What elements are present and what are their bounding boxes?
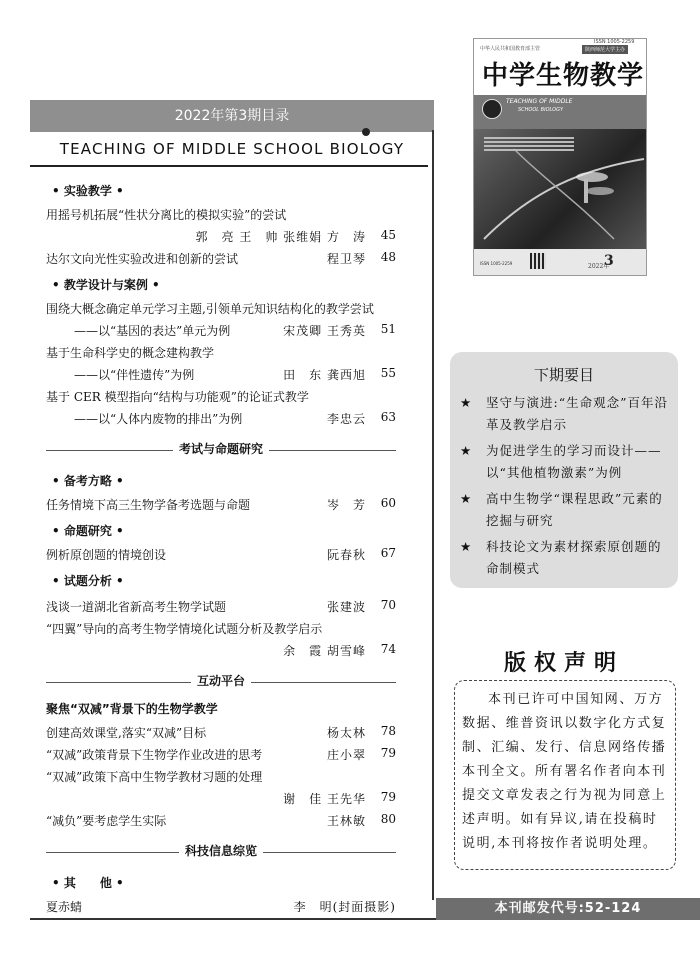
bottom-rule [30, 918, 436, 920]
entry-authors: 谢 佳 王先华 [283, 792, 366, 806]
toc-entry[interactable] [46, 322, 396, 340]
entry-page: 79 [380, 790, 396, 804]
entry-title: 夏赤蜻 [46, 900, 83, 914]
next-issue-text: 坚守与演进:“生命观念”百年沿革及教学启示 [486, 395, 668, 432]
qr-code-icon [530, 253, 546, 269]
toc-entry[interactable] [46, 388, 396, 406]
entry-authors: 宋茂卿 王秀英 [283, 324, 366, 338]
entry-title: “双减”政策背景下生物学作业改进的思考 [46, 748, 263, 762]
entry-page: 74 [380, 642, 396, 656]
title-dot [362, 128, 370, 136]
toc-entry[interactable] [46, 746, 396, 764]
toc-entry[interactable] [46, 496, 396, 514]
column-divider [432, 130, 434, 900]
cover-year: 2022年 [588, 263, 610, 270]
entry-subtitle: ——以“基因的表达”单元为例 [74, 324, 231, 338]
section-question: • 命题研究 • [52, 524, 124, 538]
section-experiment: • 实验教学 • [52, 184, 124, 198]
cover-english-2: SCHOOL BIOLOGY [518, 107, 564, 113]
university-badge-icon [482, 99, 502, 119]
entry-authors: 王林敏 [326, 814, 366, 828]
entry-subtitle: ——以“人体内废物的排出”为例 [74, 412, 243, 426]
entry-title: 基于生命科学史的概念建构教学 [46, 346, 215, 360]
cover-supervisor: 中华人民共和国教育部主管 [480, 46, 541, 52]
section-design: • 教学设计与案例 • [52, 278, 160, 292]
entry-authors: 杨太林 [326, 726, 366, 740]
entry-title: 围绕大概念确定单元学习主题,引领单元知识结构化的教学尝试 [46, 302, 374, 316]
entry-page: 63 [380, 410, 396, 424]
feature-title: 聚焦“双减”背景下的生物学教学 [46, 702, 218, 716]
section-prep: • 备考方略 • [52, 474, 124, 488]
star-icon: ★ [460, 491, 472, 506]
toc-entry[interactable] [46, 366, 396, 384]
section-analysis: • 试题分析 • [52, 574, 124, 588]
entry-title: 创建高效课堂,落实“双减”目标 [46, 726, 207, 740]
next-issue-text: 高中生物学“课程思政”元素的挖掘与研究 [486, 491, 663, 528]
banner-science-news [46, 844, 396, 860]
entry-authors: 田 东 龚西旭 [283, 368, 366, 382]
toc-entry[interactable] [46, 598, 396, 616]
toc-entry[interactable] [46, 206, 396, 224]
star-icon: ★ [460, 539, 472, 554]
entry-title: 任务情境下高三生物学备考选题与命题 [46, 498, 251, 512]
star-icon: ★ [460, 395, 472, 410]
entry-title: “减负”要考虑学生实际 [46, 814, 167, 828]
next-issue-text: 为促进学生的学习而设计——以“其他植物激素”为例 [486, 443, 662, 480]
next-issue-title: 下期要目 [533, 366, 594, 384]
toc-entry[interactable] [46, 228, 396, 246]
entry-title: 浅谈一道湖北省新高考生物学试题 [46, 600, 227, 614]
toc-entry[interactable] [46, 898, 396, 916]
entry-page: 79 [380, 746, 396, 760]
next-issue-text: 科技论文为素材探索原创题的命制模式 [486, 539, 662, 576]
cover-barcode-text: ISSN 1005-2259 [480, 261, 513, 266]
entry-page: 67 [380, 546, 396, 560]
entry-authors: 李 明(封面摄影) [293, 900, 396, 914]
banner-label: 考试与命题研究 [173, 440, 269, 457]
toc-entry[interactable] [46, 344, 396, 362]
cover-issue-number: 3 [604, 253, 614, 269]
entry-page: 48 [380, 250, 396, 264]
entry-authors: 程卫琴 [326, 252, 366, 266]
entry-page: 60 [380, 496, 396, 510]
entry-page: 51 [380, 322, 396, 336]
cover-english-1: TEACHING OF MIDDLE [506, 98, 573, 105]
title-rule [30, 165, 428, 167]
toc-entry[interactable] [46, 250, 396, 268]
postal-code-bar: 本刊邮发代号:52-124 [436, 898, 700, 920]
banner-exam [46, 442, 396, 458]
toc-entry[interactable] [46, 768, 396, 786]
toc-entry[interactable] [46, 300, 396, 318]
cover-thumbnail [473, 38, 647, 276]
toc-entry[interactable] [46, 642, 396, 660]
english-title: TEACHING OF MIDDLE SCHOOL BIOLOGY [59, 140, 405, 158]
entry-page: 70 [380, 598, 396, 612]
cover-logo: 中学生物教学 [482, 61, 645, 91]
toc-entry[interactable] [46, 410, 396, 428]
banner-label: 科技信息综览 [179, 842, 263, 859]
entry-title: 用摇号机拓展“性状分离比的模拟实验”的尝试 [46, 208, 287, 222]
entry-page: 55 [380, 366, 396, 380]
entry-authors: 余 霞 胡雪峰 [283, 644, 366, 658]
entry-authors: 李忠云 [326, 412, 366, 426]
entry-page: 45 [380, 228, 396, 242]
cover-text-lines [484, 135, 574, 161]
entry-authors: 庄小翠 [326, 748, 366, 762]
banner-label: 互动平台 [191, 672, 251, 689]
entry-title: “双减”政策下高中生物学教材习题的处理 [46, 770, 263, 784]
toc-entry[interactable] [46, 620, 396, 638]
cover-issn: ISSN 1005-2259 [594, 39, 635, 45]
copyright-title: 版权声明 [503, 651, 624, 676]
cover-publisher: 陕西师范大学主办 [582, 45, 628, 54]
section-other: • 其 他 • [52, 876, 124, 890]
entry-authors: 阮春秋 [326, 548, 366, 562]
toc-entry[interactable] [46, 790, 396, 808]
toc-entry[interactable] [46, 812, 396, 830]
entry-title: 基于 CER 模型指向“结构与功能观”的论证式教学 [46, 390, 309, 404]
entry-page: 78 [380, 724, 396, 738]
entry-authors: 岑 芳 [326, 498, 366, 512]
entry-title: “四翼”导向的高考生物学情境化试题分析及教学启示 [46, 622, 323, 636]
entry-subtitle: ——以“伴性遗传”为例 [74, 368, 195, 382]
entry-title: 达尔文向光性实验改进和创新的尝试 [46, 252, 239, 266]
banner-interactive [46, 674, 396, 690]
entry-authors: 张建波 [326, 600, 366, 614]
toc-header: 2022年第3期目录 [30, 100, 434, 132]
entry-page: 80 [380, 812, 396, 826]
toc-entry[interactable] [46, 724, 396, 742]
copyright-text: 本刊已许可中国知网、万方数据、维普资讯以数字化方式复制、汇编、发行、信息网络传播本刊全文。所有署名作者向本刊提交文章发表之行为视为同意上述声明。如有异议,请在投稿时说明,本刊将按作者说明处理。 [462, 692, 667, 851]
toc-entry[interactable] [46, 546, 396, 564]
star-icon: ★ [460, 443, 472, 458]
entry-title: 例析原创题的情境创设 [46, 548, 167, 562]
entry-authors: 郭 亮 王 帅 张维娟 方 涛 [195, 230, 366, 244]
